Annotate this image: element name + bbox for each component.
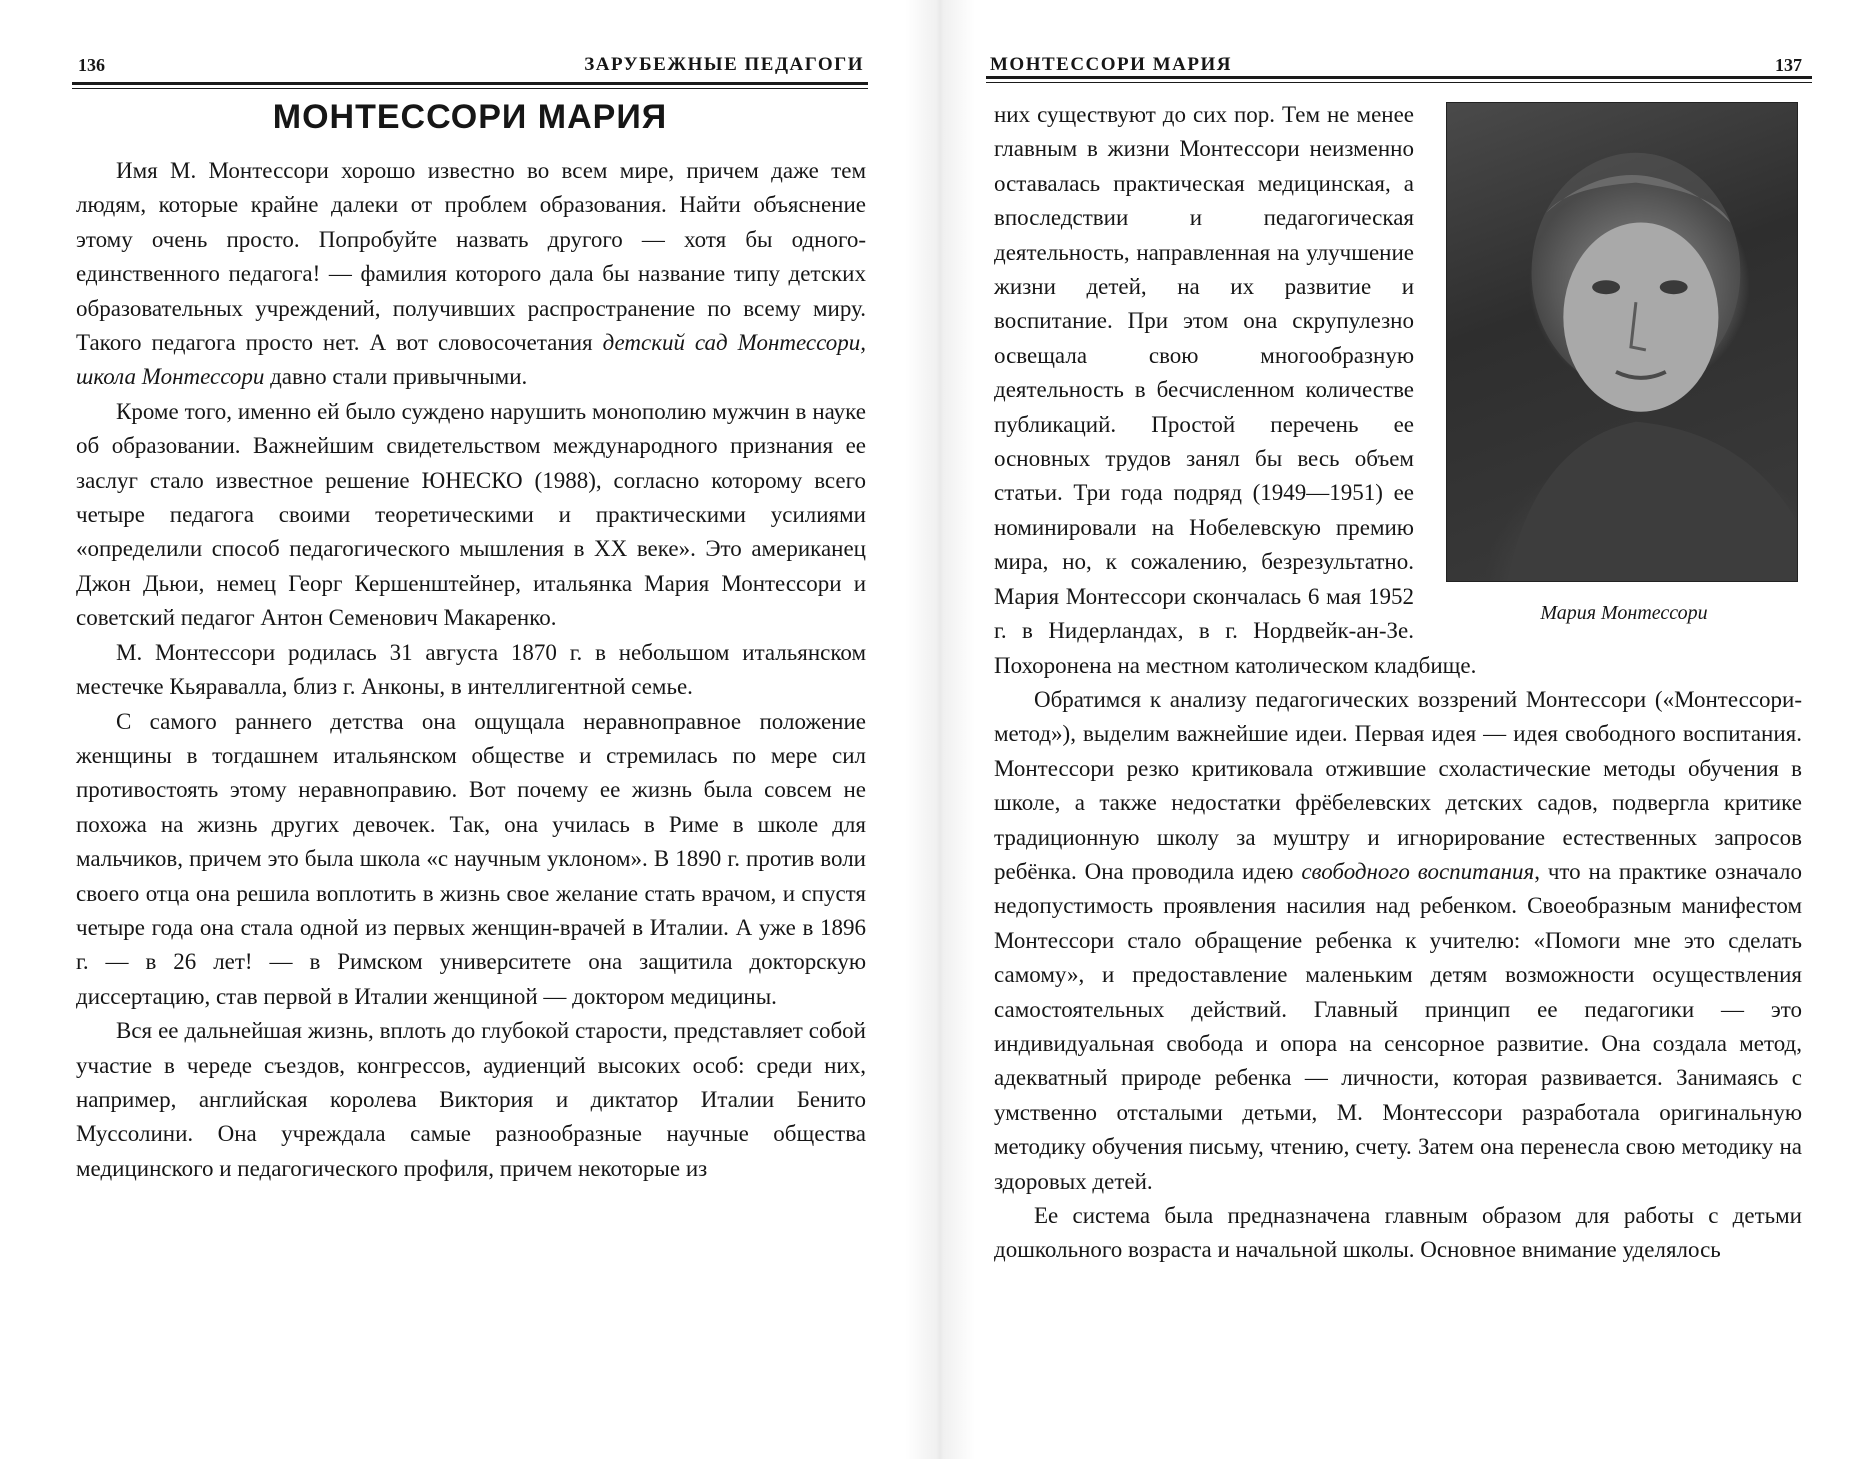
text-run: Имя М. Монтессори хорошо известно во всем мире, причем даже тем людям, которые крайне далеки от проблем образования. Найти объяснение этому очень просто. Попробуйте назвать другого — хотя бы одного-единственного педагога! — фамилия которого дала бы название типу детских образовательных учреждений, получивших распространение по всему миру. Такого педагога просто нет. А вот словосочетания [76, 158, 866, 356]
right-page [960, 0, 1852, 1459]
header-rule-thin [72, 88, 868, 89]
page-number: 137 [1775, 55, 1802, 75]
running-title: ЗАРУБЕЖНЫЕ ПЕДАГОГИ [584, 54, 864, 75]
paragraph: С самого раннего детства она ощущала неравноправное положение женщины в тогдашнем итальянском обществе и стремилась по мере сил противостоять этому неравноправию. Вот почему ее жизнь была совсем не похожа на жизнь других девочек. Так, она училась в Риме в школе для мальчиков, причем это была школа «с научным уклоном». В 1890 г. против воли своего отца она решила воплотить в жизнь свое желание стать врачом, и спустя четыре года она стала одной из первых женщин-врачей в Италии. А уже в 1896 г. — в 26 лет! — в Римском университете она защитила докторскую диссертацию, став первой в Италии женщиной — доктором медицины. [76, 708, 866, 1009]
text-run: Обратимся к анализу педагогических воззрений Монтессори («Монтессори-метод»), выделим важнейшие идеи. Первая идея — идея свободного воспитания. Монтессори резко критиковала отжившие схоластические методы обучения в школе, а также недостатки фрёбелевских детских садов, подвергла критике традиционную школу за муштру и игнорирование естественных запросов ребёнка. Она проводила идею [994, 686, 1802, 884]
header-rule-thick [72, 82, 868, 85]
paragraph [994, 683, 1802, 1199]
photo-caption: Мария Монтессори [1540, 602, 1708, 624]
paragraph: Вся ее дальнейшая жизнь, вплоть до глубокой старости, представляет собой участие в череде съездов, конгрессов, аудиенций высоких особ: среди них, например, английская королева Виктория и диктатор Италии Бенито Муссолини. Она учреждала самые разнообразные научные общества медицинского и педагогического профиля, причем некоторые из [76, 1018, 866, 1181]
paragraph: Ее система была предназначена главным образом для работы с детьми дошкольного возраста и начальной школы. Основное внимание уделялось [994, 1203, 1802, 1263]
page-number: 136 [78, 55, 105, 75]
header-rule-thin [986, 82, 1812, 83]
italic-phrase: детский сад Монтессори, школа Монтессори [76, 330, 867, 390]
header-rule-thick [986, 76, 1812, 79]
paragraph [76, 154, 866, 395]
paragraph: М. Монтессори родилась 31 августа 1870 г. в небольшом итальянском местечке Кьяравалла, близ г. Анконы, в интеллигентной семье. [76, 639, 866, 700]
running-title: МОНТЕССОРИ МАРИЯ [990, 54, 1232, 75]
paragraph: Кроме того, именно ей было суждено нарушить монополию мужчин в науке об образовании. Важнейшим свидетельством международного признания ее заслуг стало известное решение ЮНЕСКО (1988), согласно которому всего четыре педагога своими теоретическими и практическими усилиями «определили способ педагогического мышления в XX веке». Это американец Джон Дьюи, немец Георг Кершенштейнер, итальянка Мария Монтессори и советский педагог Антон Семенович Макаренко. [76, 398, 866, 631]
paragraph: них существуют до сих пор. Тем не менее главным в жизни Монтессори неизменно оставалась практическая медицинская, а впоследствии и педагогическая деятельность, направленная на улучшение жизни детей, на их развитие и воспитание. При этом она скрупулезно освещала свою многообразную деятельность в бесчисленном количестве публикаций. Простой перечень ее основных трудов занял бы весь объем статьи. Три года подряд (1949—1951) ее номинировали на Нобелевскую премию мира, но, к сожалению, безрезультатно. Мария Монтессори скончалась 6 мая 1952 г. в Нидерландах, в г. Нордвейк-ан-Зе. Похоронена на местном католическом кладбище. [994, 102, 1477, 678]
left-page [0, 0, 920, 1459]
chapter-title: МОНТЕССОРИ МАРИЯ [272, 98, 668, 136]
portrait-image [1447, 103, 1797, 581]
portrait-figure [1436, 102, 1802, 626]
text-run: , что на практике означало недопустимость проявления насилия над ребенком. Своеобразным манифестом Монтессори стало обращение ребенка к учителю: «Помоги мне это сделать самому», и предоставление маленьким детям возможности осуществления самостоятельных действий. Главный принцип ее педагогики — это индивидуальная свобода и опора на сенсорное развитие. Она создала метод, адекватный природе ребенка — личности, которая развивается. Занимаясь с умственно отсталыми детьми, М. Монтессори разработала оригинальную методику обучения письму, чтению, счету. Затем она перенесла свою методику на здоровых детей. [994, 858, 1803, 1194]
portrait-photo [1446, 102, 1798, 582]
text-run: давно стали привычными. [264, 364, 528, 390]
body-text [994, 98, 1802, 1268]
italic-phrase: свободного воспитания [1301, 858, 1535, 884]
body-text [76, 154, 866, 1186]
